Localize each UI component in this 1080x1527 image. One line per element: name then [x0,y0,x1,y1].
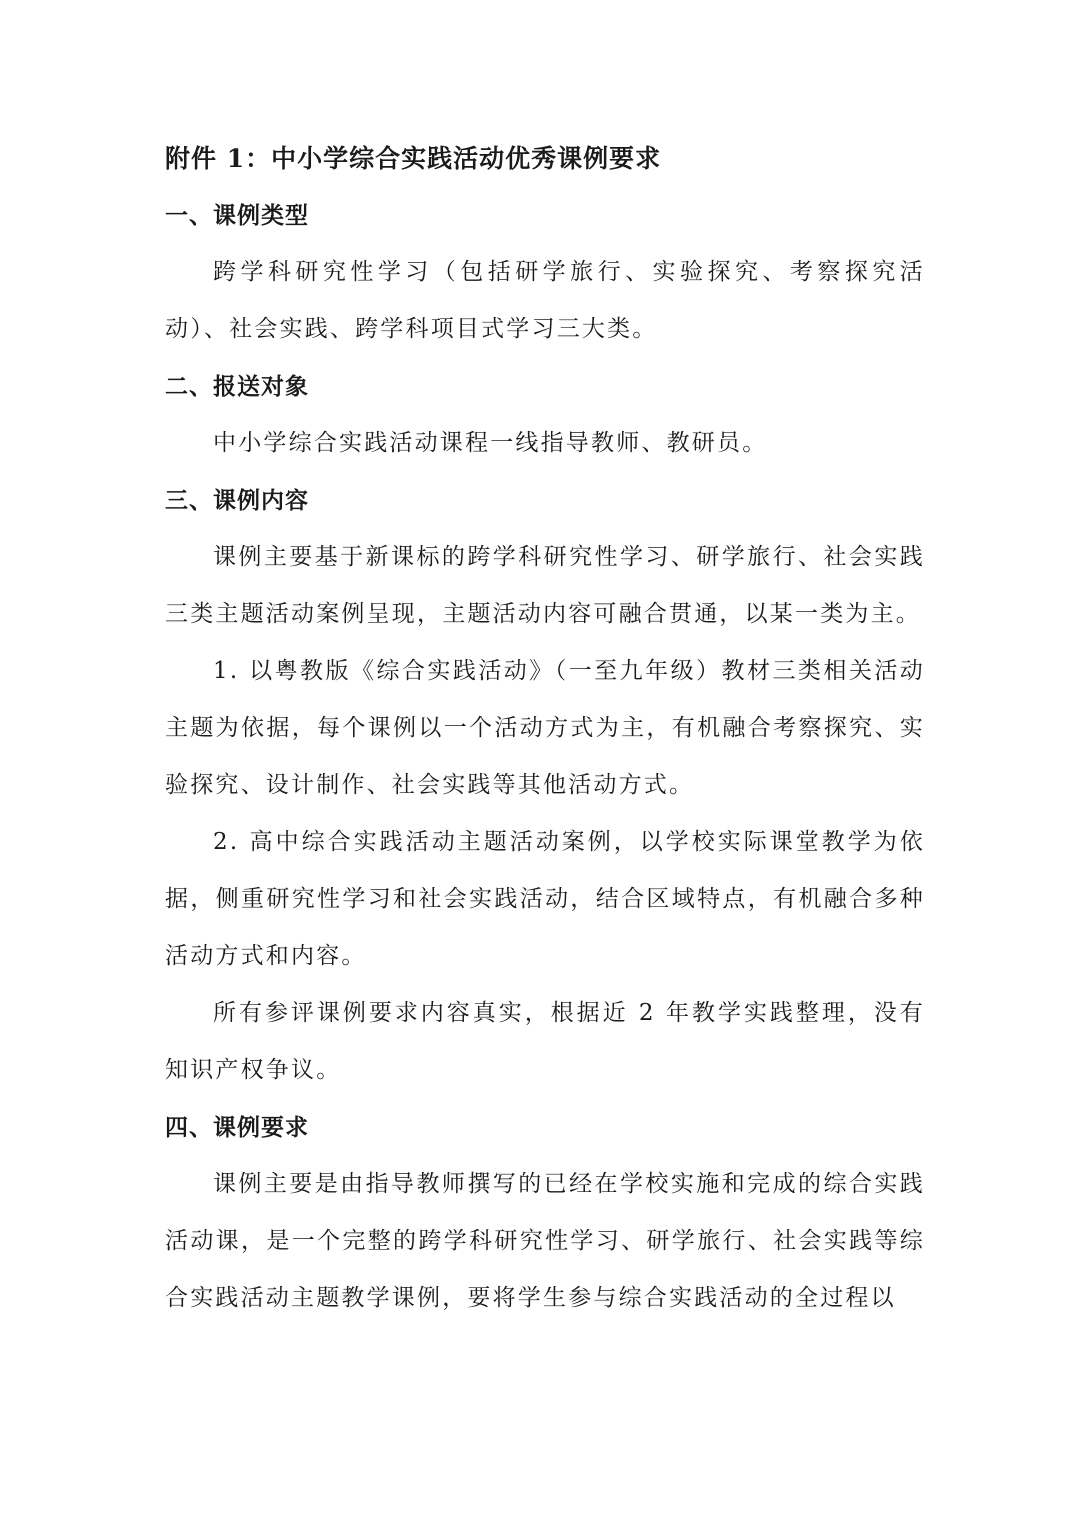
paragraph: 所有参评课例要求内容真实，根据近 2 年教学实践整理，没有知识产权争议。 [165,1000,925,1083]
document-body [165,130,925,1327]
section-heading: 四、课例要求 [165,1114,309,1141]
document-title: 附件 1：中小学综合实践活动优秀课例要求 [165,144,662,173]
paragraph: 2. 高中综合实践活动主题活动案例，以学校实际课堂教学为依据，侧重研究性学习和社会实践活动，结合区域特点，有机融合多种活动方式和内容。 [165,829,925,969]
section-lesson-content [165,472,925,1099]
section-heading: 一、课例类型 [165,202,309,229]
section-lesson-types [165,187,925,358]
paragraph: 1. 以粤教版《综合实践活动》（一至九年级）教材三类相关活动主题为依据，每个课例以一个活动方式为主，有机融合考察探究、实验探究、设计制作、社会实践等其他活动方式。 [165,658,925,798]
paragraph: 课例主要基于新课标的跨学科研究性学习、研学旅行、社会实践三类主题活动案例呈现，主题活动内容可融合贯通，以某一类为主。 [165,544,925,627]
paragraph: 中小学综合实践活动课程一线指导教师、教研员。 [213,430,768,456]
paragraph: 课例主要是由指导教师撰写的已经在学校实施和完成的综合实践活动课，是一个完整的跨学科研究性学习、研学旅行、社会实践等综合实践活动主题教学课例，要将学生参与综合实践活动的全过程以 [165,1171,925,1311]
section-heading: 三、课例内容 [165,487,309,514]
section-lesson-requirements [165,1099,925,1327]
section-submission-targets [165,358,925,472]
section-heading: 二、报送对象 [165,373,309,400]
paragraph: 跨学科研究性学习（包括研学旅行、实验探究、考察探究活动）、社会实践、跨学科项目式学习三大类。 [165,259,925,342]
